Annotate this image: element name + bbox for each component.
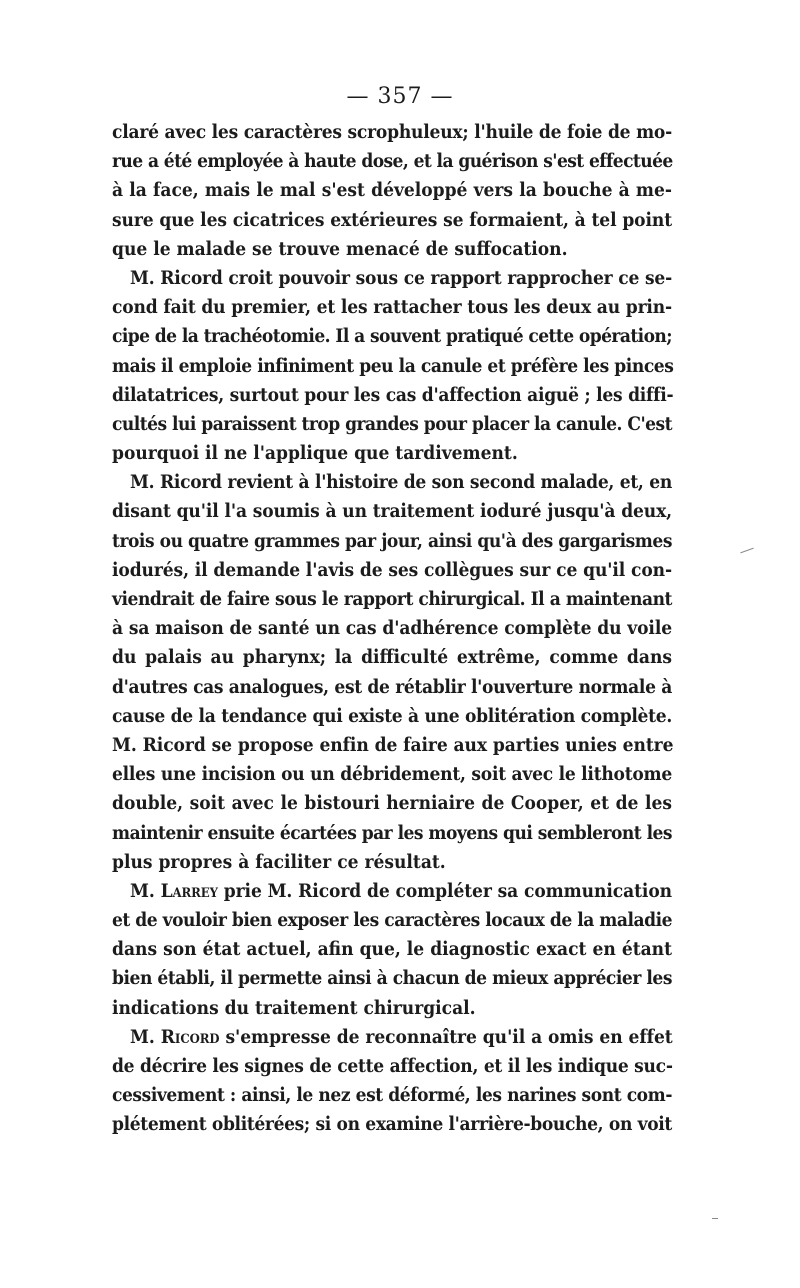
text-line: disant qu'il l'a soumis à un traitement ioduré jusqu'à deux, xyxy=(112,500,672,523)
larrey-prefix: M. xyxy=(130,879,161,902)
text-line-larrey xyxy=(112,877,672,906)
text-line: que le malade se trouve menacé de suffocation. xyxy=(112,237,568,260)
body-text xyxy=(112,118,672,1140)
text-line: sure que les cicatrices extérieures se formaient, à tel point xyxy=(112,208,672,231)
text-line: trois ou quatre grammes par jour, ainsi qu'à des gargarismes xyxy=(112,529,672,552)
text-line: dans son état actuel, afin que, le diagnostic exact en étant xyxy=(112,938,672,961)
page-number: — 357 — xyxy=(346,84,454,109)
text-line: cause de la tendance qui existe à une oblitération complète. xyxy=(112,704,672,727)
text-line: cessivement : ainsi, le nez est déformé, les narines sont com- xyxy=(112,1084,672,1107)
text-line: mais il emploie infiniment peu la canule et préfère les pinces xyxy=(112,354,674,377)
text-line: dilatatrices, surtout pour les cas d'affection aiguë ; les diffi- xyxy=(112,383,674,406)
text-line: bien établi, il permette ainsi à chacun de mieux apprécier les xyxy=(112,967,672,990)
ricord-prefix: M. xyxy=(130,1025,161,1048)
text-line: plétement oblitérées; si on examine l'arrière-bouche, on voit xyxy=(112,1113,672,1136)
margin-mark xyxy=(712,1218,718,1219)
text-line: pourquoi il ne l'applique que tardivement. xyxy=(112,442,518,465)
text-line: à sa maison de santé un cas d'adhérence complète du voile xyxy=(112,617,672,640)
text-line: du palais au pharynx; la difficulté extrême, comme dans xyxy=(112,646,672,669)
text-line: d'autres cas analogues, est de rétablir l'ouverture normale à xyxy=(112,675,672,698)
ricord-rest: s'empresse de reconnaître qu'il a omis en effet xyxy=(219,1025,673,1048)
text-line: plus propres à faciliter ce résultat. xyxy=(112,850,446,873)
text-line: maintenir ensuite écartées par les moyens qui sembleront les xyxy=(112,821,672,844)
text-line: à la face, mais le mal s'est développé vers la bouche à me- xyxy=(112,179,672,202)
margin-mark xyxy=(740,548,753,554)
text-line: M. Ricord se propose enfin de faire aux parties unies entre xyxy=(112,733,674,756)
text-line: viendrait de faire sous le rapport chirurgical. Il a maintenant xyxy=(112,588,672,610)
text-line: elles une incision ou un débridement, soit avec le lithotome xyxy=(112,763,672,786)
text-line: de décrire les signes de cette affection, et il les indique suc- xyxy=(112,1055,673,1077)
text-line-ricord xyxy=(112,1023,672,1052)
text-line: M. Ricord revient à l'histoire de son second malade, et, en xyxy=(130,471,672,494)
text-line: iodurés, il demande l'avis de ses collègues sur ce qu'il con- xyxy=(112,558,672,581)
text-line: indications du traitement chirurgical. xyxy=(112,996,476,1019)
text-line: et de vouloir bien exposer les caractères locaux de la maladie xyxy=(112,909,672,932)
text-line: M. Ricord croit pouvoir sous ce rapport rapprocher ce se- xyxy=(130,266,672,289)
larrey-name: Larrey xyxy=(160,879,218,902)
text-line: rue a été employée à haute dose, et la guérison s'est effectuée xyxy=(112,150,673,173)
larrey-rest: prie M. Ricord de compléter sa communication xyxy=(217,879,672,902)
text-line: cipe de la trachéotomie. Il a souvent pratiqué cette opération; xyxy=(112,325,672,348)
text-line: double, soit avec le bistouri herniaire de Cooper, et de les xyxy=(112,792,672,815)
text-line: cond fait du premier, et les rattacher tous les deux au prin- xyxy=(112,296,672,319)
ricord-name: Ricord xyxy=(160,1025,220,1048)
text-line: claré avec les caractères scrophuleux; l'huile de foie de mo- xyxy=(112,121,673,143)
text-line: cultés lui paraissent trop grandes pour placer la canule. C'est xyxy=(112,412,672,435)
